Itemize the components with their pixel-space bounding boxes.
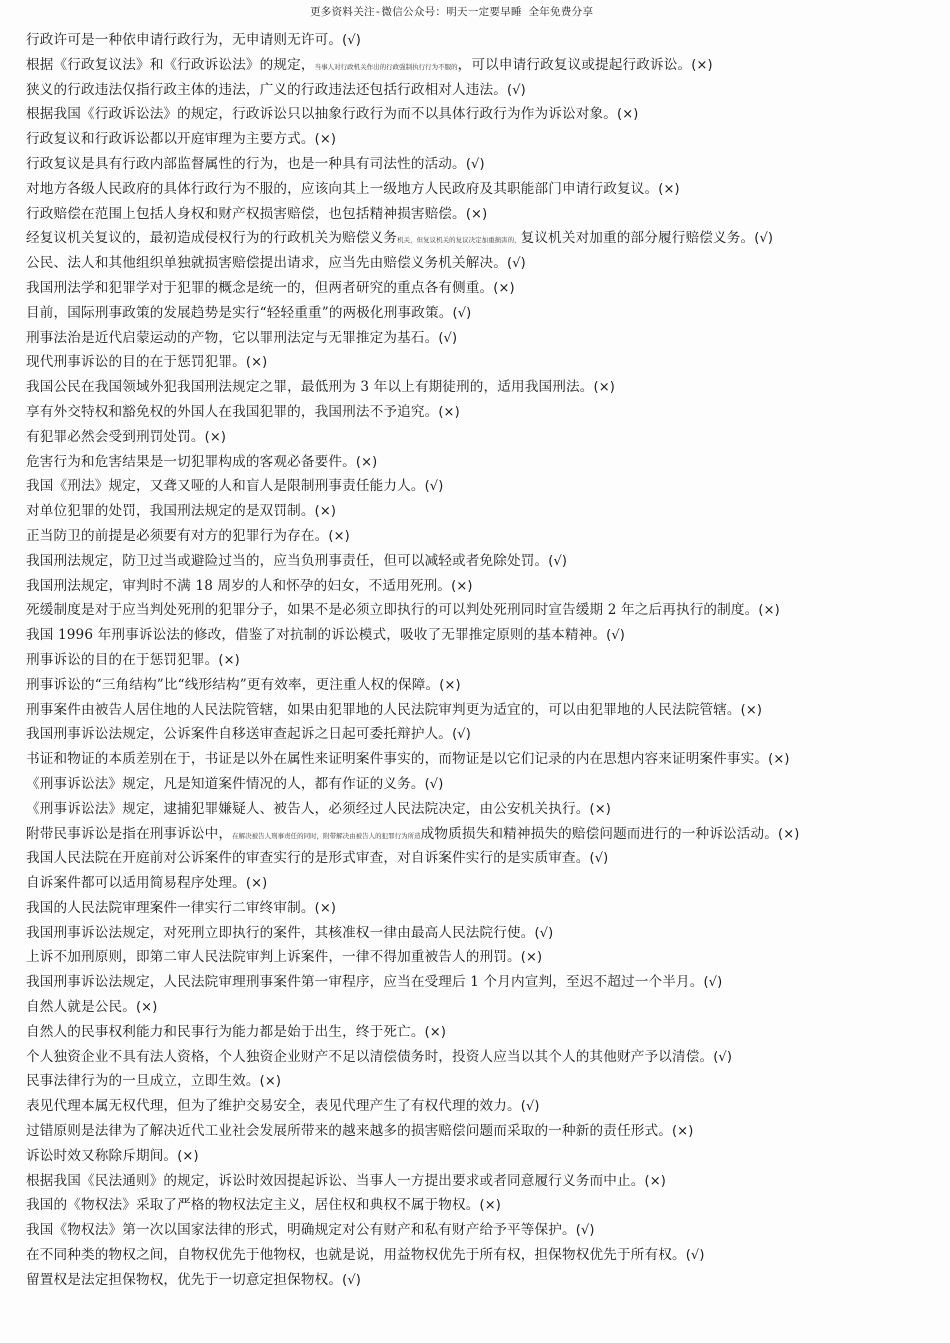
- statement-line: [26, 598, 941, 623]
- statement-text: 我国刑法规定，审判时不满 18 周岁的人和怀孕的妇女，不适用死刑。: [26, 577, 452, 594]
- answer-mark: (√): [342, 33, 361, 48]
- statement-text: 书证和物证的本质差别在于，书证是以外在属性来证明案件事实的，而物证是以它们记录的内在思想内容来证明案件事实。: [26, 751, 769, 768]
- answer-mark: (×): [465, 206, 488, 222]
- statement-text: 自然人的民事权利能力和民事行为能力都是始于出生，终于死亡。: [26, 1023, 425, 1040]
- statement-text: 《刑事诉讼法》规定，逮捕犯罪嫌疑人、被告人，必须经过人民法院决定，由公安机关执行。: [26, 800, 590, 817]
- answer-mark: (√): [685, 1248, 705, 1264]
- statement-text: 对单位犯罪的处罚，我国刑法规定的是双罚制。: [26, 503, 315, 520]
- statement-text: 我国刑法学和犯罪学对于犯罪的概念是统一的，但两者研究的重点各有侧重。: [26, 279, 494, 296]
- statement-text: 刑事法治是近代启蒙运动的产物，它以罪刑法定与无罪推定为基石。: [26, 329, 439, 346]
- statement-line: [26, 549, 941, 574]
- statement-line: [26, 425, 941, 450]
- answer-mark: (√): [424, 776, 444, 792]
- statement-text: 我国《刑法》规定，又聋又哑的人和盲人是限制刑事责任能力人。: [26, 478, 425, 495]
- statement-text: 危害行为和危害结果是一切犯罪构成的客观必备要件。: [26, 453, 356, 470]
- answer-mark: (×): [424, 1024, 447, 1040]
- statement-line: [26, 698, 941, 723]
- answer-mark: (√): [507, 82, 526, 98]
- answer-mark: (×): [520, 950, 543, 966]
- statement-text: 过错原则是法律为了解决近代工业社会发展所带来的越来越多的损害赔偿问题而采取的一种新的责任形式。: [26, 1123, 672, 1140]
- answer-mark: (×): [758, 603, 780, 619]
- statement-text: 根据《行政复议法》和《行政诉讼法》的规定，: [26, 56, 315, 73]
- answer-mark: (×): [314, 504, 337, 520]
- answer-mark: (√): [575, 1223, 595, 1239]
- answer-mark: (×): [768, 752, 790, 768]
- answer-mark: (×): [328, 528, 350, 544]
- statement-line: [26, 995, 941, 1020]
- statement-text: 根据我国《民法通则》的规定，诉讼时效因提起诉讼、当事人一方提出要求或者同意履行义务而中止。: [26, 1172, 645, 1189]
- answer-mark: (√): [424, 479, 444, 495]
- statement-line: [26, 921, 941, 946]
- statement-line: [26, 226, 941, 251]
- statement-text: 我国刑事诉讼法规定，对死刑立即执行的案件，其核准权一律由最高人民法院行使。: [26, 924, 535, 941]
- statement-text: 经复议机关复议的，最初造成侵权行为的行政机关为赔偿义务: [26, 230, 398, 247]
- statement-text: 行政复议和行政诉讼都以开庭审理为主要方式。: [26, 131, 315, 148]
- statement-text: 行政赔偿在范围上包括人身权和财产权损害赔偿，也包括精神损害赔偿。: [26, 205, 466, 222]
- statement-line: [26, 450, 941, 475]
- answer-mark: (×): [218, 652, 240, 668]
- statement-small-insert: 在解决被告人刑事责任的同时，附带解决由被告人的犯罪行为所造: [232, 831, 421, 840]
- statement-text: 《刑事诉讼法》规定，凡是知道案件情况的人，都有作证的义务。: [26, 775, 425, 792]
- statement-text: 狭义的行政违法仅指行政主体的违法，广义的行政违法还包括行政相对人违法。: [26, 81, 508, 98]
- statement-text: 附带民事诉讼是指在刑事诉讼中，: [26, 825, 233, 842]
- statement-line: [26, 1169, 941, 1194]
- answer-mark: (×): [593, 380, 615, 396]
- statement-text: 目前，国际刑事政策的发展趋势是实行“轻轻重重”的两极化刑事政策。: [26, 304, 453, 321]
- answer-mark: (√): [534, 925, 554, 941]
- statement-line: [26, 375, 941, 400]
- statement-text: 在不同种类的物权之间，自物权优先于他物权，也就是说，用益物权优先于所有权，担保物权优先于所有权。: [26, 1247, 686, 1264]
- answer-mark: (×): [259, 1074, 282, 1090]
- statement-line: [26, 871, 941, 896]
- statement-text: 上诉不加刑原则，即第二审人民法院审判上诉案件，一律不得加重被告人的刑罚。: [26, 949, 521, 966]
- statement-text: 刑事诉讼的目的在于惩罚犯罪。: [26, 651, 219, 668]
- answer-mark: (×): [589, 801, 611, 817]
- statement-text: 根据我国《行政诉讼法》的规定，行政诉讼只以抽象行政行为而不以具体行政行为作为诉讼对象。: [26, 106, 617, 123]
- answer-mark: (×): [177, 1148, 199, 1164]
- answer-mark: (√): [703, 975, 723, 991]
- statement-text-continued: 成物质损失和精神损失的赔偿问题而进行的一种诉讼活动。: [420, 825, 778, 842]
- statement-line: [26, 127, 941, 152]
- answer-mark: (×): [740, 702, 763, 718]
- answer-mark: (√): [452, 727, 471, 743]
- statement-line: [26, 673, 941, 698]
- statement-text: 我国公民在我国领域外犯我国刑法规定之罪，最低刑为 3 年以上有期徒刑的，适用我国刑法。: [26, 379, 594, 396]
- answer-mark: (×): [479, 1198, 502, 1214]
- statement-text: 公民、法人和其他组织单独就损害赔偿提出请求，应当先由赔偿义务机关解决。: [26, 255, 508, 272]
- statement-line: [26, 1243, 941, 1268]
- statement-line: [26, 53, 941, 78]
- answer-mark: (×): [438, 404, 460, 420]
- answer-mark: (×): [616, 107, 639, 123]
- statement-text: 正当防卫的前提是必须要有对方的犯罪行为存在。: [26, 527, 329, 544]
- statement-text: 我国的《物权法》采取了严格的物权法定主义，居住权和典权不属于物权。: [26, 1197, 480, 1214]
- answer-mark: (×): [245, 355, 268, 371]
- statement-line: [26, 78, 941, 103]
- statement-text: 诉讼时效又称除斥期间。: [26, 1147, 178, 1164]
- answer-mark: (×): [204, 429, 227, 445]
- statement-line: [26, 1193, 941, 1218]
- answer-mark: (√): [342, 1272, 361, 1288]
- statement-line: [26, 797, 941, 822]
- statement-line: [26, 1268, 941, 1293]
- statement-line: [26, 747, 941, 772]
- statement-text: 我国刑事诉讼法规定，公诉案件自移送审查起诉之日起可委托辩护人。: [26, 726, 453, 743]
- answer-mark: (√): [589, 851, 609, 867]
- statement-line: [26, 846, 941, 871]
- statement-line: [26, 152, 941, 177]
- answer-mark: (×): [493, 280, 515, 296]
- statement-text: 刑事诉讼的“三角结构”比“线形结构”更有效率，更注重人权的保障。: [26, 676, 440, 693]
- statement-line: [26, 722, 941, 747]
- answer-mark: (×): [658, 181, 680, 197]
- statement-line: [26, 1218, 941, 1243]
- statement-line: [26, 1144, 941, 1169]
- answer-mark: (√): [606, 628, 626, 644]
- statement-line: [26, 1020, 941, 1045]
- statement-text: 我国《物权法》第一次以国家法律的形式，明确规定对公有财产和私有财产给予平等保护。: [26, 1222, 576, 1239]
- answer-mark: (×): [135, 1000, 158, 1016]
- statement-text: 对地方各级人民政府的具体行政行为不服的，应该向其上一级地方人民政府及其职能部门申请行政复议。: [26, 180, 659, 197]
- statement-text-continued: ，可以申请行政复议或提起行政诉讼。: [457, 56, 692, 73]
- statement-line: [26, 1069, 941, 1094]
- statement-text: 留置权是法定担保物权，优先于一切意定担保物权。: [26, 1271, 343, 1288]
- statement-line: [26, 648, 941, 673]
- statement-small-insert: 当事人对行政机关作出的行政强制执行行为不服的: [314, 62, 458, 71]
- statement-line: [26, 102, 941, 127]
- statement-line: [26, 772, 941, 797]
- answer-mark: (×): [671, 1124, 694, 1140]
- answer-mark: (√): [548, 553, 568, 569]
- answer-mark: (√): [465, 156, 485, 172]
- statement-line: [26, 1045, 941, 1070]
- statement-line: [26, 524, 941, 549]
- statement-line: [26, 896, 941, 921]
- statement-text: 我国人民法院在开庭前对公诉案件的审查实行的是形式审查，对自诉案件实行的是实质审查。: [26, 850, 590, 867]
- statement-text: 死缓制度是对于应当判处死刑的犯罪分子，如果不是必须立即执行的可以判处死刑同时宣告缓期 2 年之后再执行的制度。: [26, 602, 759, 619]
- statement-line: [26, 623, 941, 648]
- answer-mark: (√): [754, 231, 774, 247]
- statement-line: [26, 945, 941, 970]
- statement-text: 自然人就是公民。: [26, 999, 136, 1016]
- statement-line: [26, 177, 941, 202]
- statement-text: 我国的人民法院审理案件一律实行二审终审制。: [26, 899, 315, 916]
- statement-line: [26, 574, 941, 599]
- statement-line: [26, 202, 941, 227]
- answer-mark: (×): [691, 57, 713, 73]
- statement-text: 享有外交特权和豁免权的外国人在我国犯罪的，我国刑法不予追究。: [26, 403, 439, 420]
- statement-text: 民事法律行为的一旦成立，立即生效。: [26, 1073, 260, 1090]
- statement-line: [26, 28, 941, 53]
- answer-mark: (×): [355, 454, 378, 470]
- statement-text: 我国刑事诉讼法规定，人民法院审理刑事案件第一审程序，应当在受理后 1 个月内宣判，至迟不超过一个半月。: [26, 974, 704, 991]
- answer-mark: (×): [644, 1173, 666, 1189]
- header-watermark: 更多资料关注-微信公众号：明天一定要早睡 全年免费分享: [310, 6, 594, 18]
- statement-list: [26, 28, 941, 1293]
- answer-mark: (√): [520, 1099, 540, 1115]
- statement-line: [26, 276, 941, 301]
- statement-text: 现代刑事诉讼的目的在于惩罚犯罪。: [26, 354, 246, 371]
- statement-text: 自诉案件都可以适用简易程序处理。: [26, 875, 246, 892]
- statement-line: [26, 251, 941, 276]
- statement-line: [26, 350, 941, 375]
- answer-mark: (×): [314, 900, 337, 916]
- statement-line: [26, 400, 941, 425]
- answer-mark: (√): [438, 330, 458, 346]
- statement-line: [26, 1094, 941, 1119]
- statement-line: [26, 970, 941, 995]
- statement-text: 我国 1996 年刑事诉讼法的修改，借鉴了对抗制的诉讼模式，吸收了无罪推定原则的基本精神。: [26, 627, 607, 644]
- answer-mark: (×): [451, 578, 473, 594]
- answer-mark: (×): [314, 132, 337, 148]
- answer-mark: (√): [452, 305, 472, 321]
- statement-text: 有犯罪必然会受到刑罚处罚。: [26, 428, 205, 445]
- statement-small-insert: 机关，但复议机关的复议决定加重损害的，: [397, 236, 521, 245]
- statement-text-continued: 复议机关对加重的部分履行赔偿义务。: [520, 230, 755, 247]
- statement-line: [26, 1119, 941, 1144]
- statement-text: 个人独资企业不具有法人资格，个人独资企业财产不足以清偿债务时，投资人应当以其个人的其他财产予以清偿。: [26, 1048, 714, 1065]
- statement-line: [26, 822, 941, 847]
- statement-text: 表见代理本属无权代理，但为了维护交易安全，表见代理产生了有权代理的效力。: [26, 1098, 521, 1115]
- answer-mark: (×): [439, 677, 461, 693]
- statement-text: 刑事案件由被告人居住地的人民法院管辖，如果由犯罪地的人民法院审判更为适宜的，可以由犯罪地的人民法院管辖。: [26, 701, 741, 718]
- statement-text: 行政许可是一种依申请行政行为，无申请则无许可。: [26, 32, 343, 48]
- statement-line: [26, 301, 941, 326]
- statement-line: [26, 474, 941, 499]
- statement-text: 行政复议是具有行政内部监督属性的行为，也是一种具有司法性的活动。: [26, 155, 466, 172]
- answer-mark: (×): [778, 826, 800, 842]
- statement-text: 我国刑法规定，防卫过当或避险过当的，应当负刑事责任，但可以减轻或者免除处罚。: [26, 552, 549, 569]
- statement-line: [26, 326, 941, 351]
- answer-mark: (√): [507, 256, 526, 272]
- statement-line: [26, 499, 941, 524]
- answer-mark: (√): [713, 1049, 733, 1065]
- answer-mark: (×): [245, 876, 268, 892]
